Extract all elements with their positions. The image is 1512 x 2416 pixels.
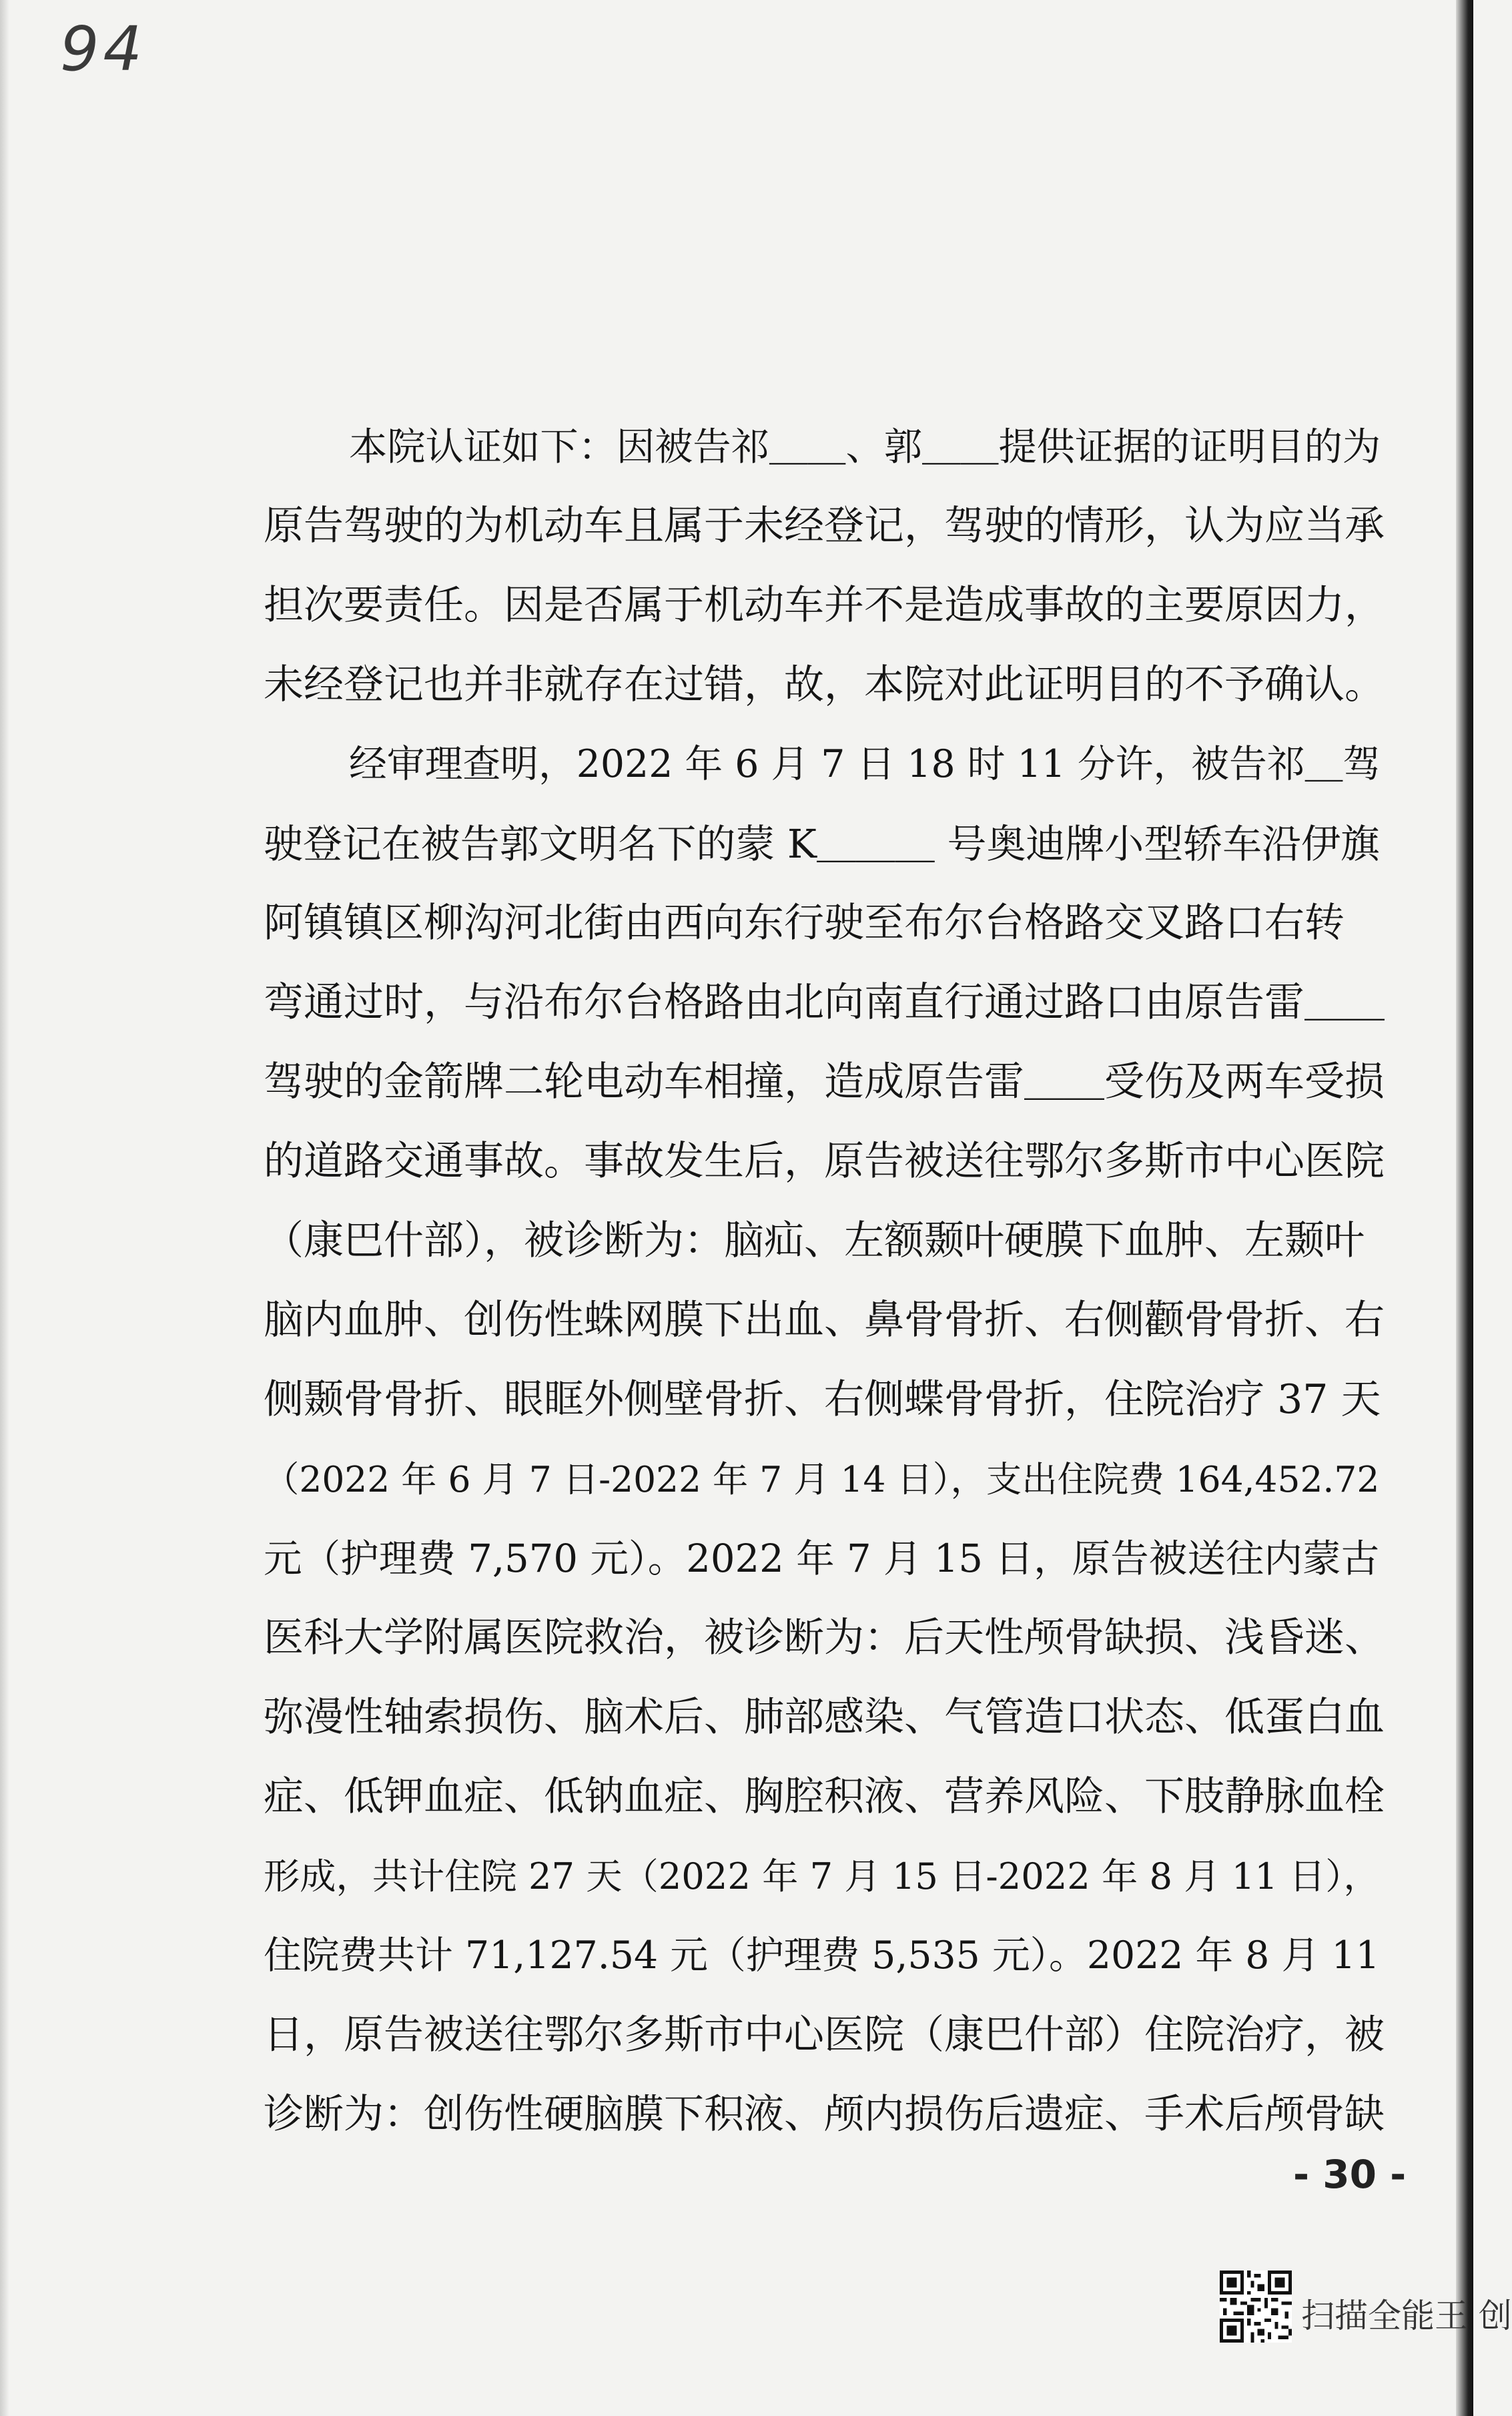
text-line: 医科大学附属医院救治，被诊断为：后天性颅骨缺损、浅昏迷、: [264, 1614, 1385, 1661]
paragraph-evidence-finding: [264, 407, 1391, 725]
text-line: （康巴什部），被诊断为：脑疝、左额颞叶硬膜下血肿、左颞叶: [264, 1217, 1365, 1264]
scanner-app-watermark: 扫描全能王 创: [1301, 2297, 1512, 2335]
qr-code-icon: [1220, 2271, 1292, 2343]
paragraph-facts-finding: [264, 725, 1391, 2154]
text-line: （2022 年 6 月 7 日-2022 年 7 月 14 日），支出住院费 164,452.72: [264, 1458, 1380, 1500]
text-line: 弥漫性轴索损伤、脑术后、肺部感染、气管造口状态、低蛋白血: [264, 1694, 1385, 1741]
text-line: 经审理查明，2022 年 6 月 7 日 18 时 11 分许，被告祁＿驾: [349, 742, 1381, 786]
text-line: 元（护理费 7,570 元）。2022 年 7 月 15 日，原告被送往内蒙古: [264, 1536, 1380, 1581]
text-line: 诊断为：创伤性硬脑膜下积液、颅内损伤后遗症、手术后颅骨缺: [264, 2091, 1385, 2138]
page-right-edge-shadow: [1456, 0, 1473, 2416]
text-line: 驶登记在被告郭文明名下的蒙 K＿＿＿ 号奥迪牌小型轿车沿伊旗: [264, 821, 1380, 867]
page-number: - 30 -: [1293, 2152, 1407, 2197]
text-line: 本院认证如下：因被告祁＿＿、郭＿＿提供证据的证明目的为: [349, 424, 1381, 469]
text-line: 住院费共计 71,127.54 元（护理费 5,535 元）。2022 年 8 月 11: [264, 1933, 1380, 1978]
text-line: 弯通过时，与沿布尔台格路由北向南直行通过路口由原告雷＿＿: [264, 979, 1385, 1026]
handwritten-margin-note: 94: [60, 13, 147, 85]
text-line: 未经登记也并非就存在过错，故，本院对此证明目的不予确认。: [264, 661, 1385, 708]
text-line: 形成，共计住院 27 天（2022 年 7 月 15 日-2022 年 8 月 11 日），: [264, 1855, 1380, 1897]
document-body: [264, 407, 1391, 2154]
text-line: 日，原告被送往鄂尔多斯市中心医院（康巴什部）住院治疗，被: [264, 2012, 1385, 2058]
page-left-edge-shadow: [0, 0, 9, 2416]
text-line: 阿镇镇区柳沟河北街由西向东行驶至布尔台格路交叉路口右转: [264, 900, 1345, 946]
text-line: 的道路交通事故。事故发生后，原告被送往鄂尔多斯市中心医院: [264, 1138, 1385, 1185]
text-line: 症、低钾血症、低钠血症、胸腔积液、营养风险、下肢静脉血栓: [264, 1773, 1385, 1820]
text-line: 担次要责任。因是否属于机动车并不是造成事故的主要原因力，: [264, 582, 1385, 629]
text-line: 脑内血肿、创伤性蛛网膜下出血、鼻骨骨折、右侧颧骨骨折、右: [264, 1297, 1385, 1343]
text-line: 原告驾驶的为机动车且属于未经登记，驾驶的情形，认为应当承: [264, 503, 1385, 549]
text-line: 侧颞骨骨折、眼眶外侧壁骨折、右侧蝶骨骨折，住院治疗 37 天: [264, 1376, 1381, 1423]
text-line: 驾驶的金箭牌二轮电动车相撞，造成原告雷＿＿受伤及两车受损: [264, 1059, 1385, 1105]
